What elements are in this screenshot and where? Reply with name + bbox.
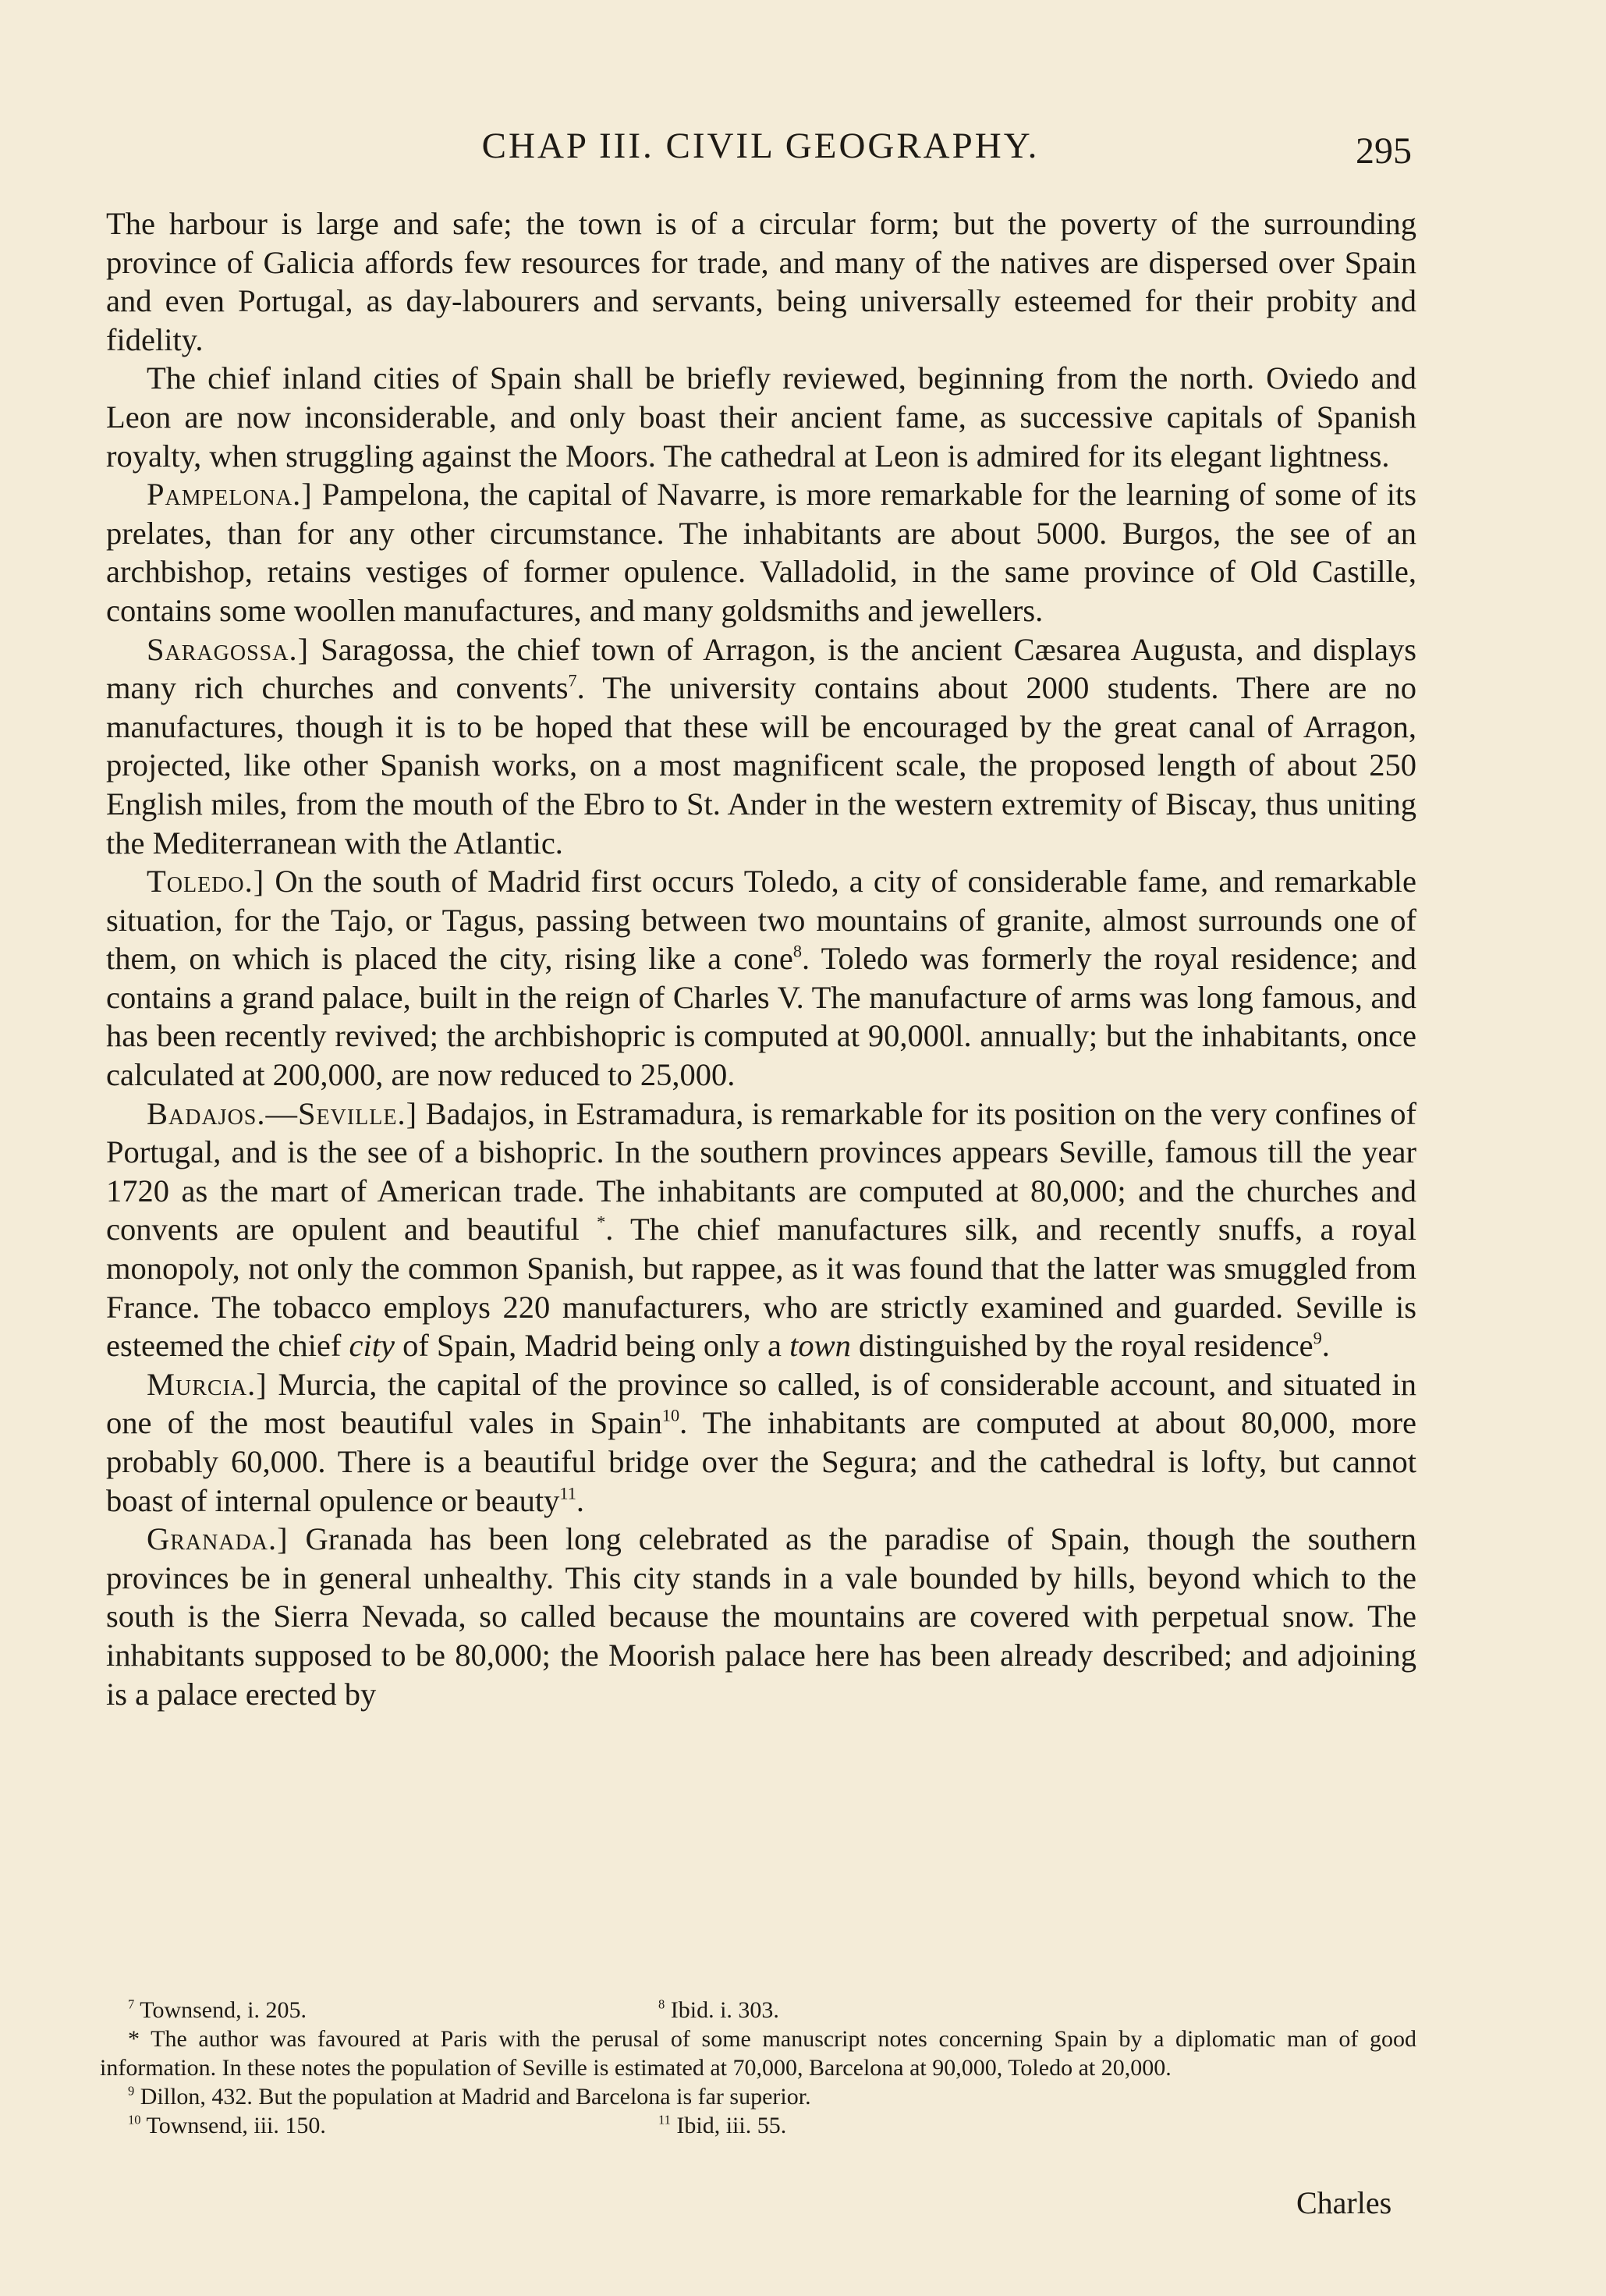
footnote-star-text: The author was favoured at Paris with the perusal of some manuscript notes concerning Spain by a diplomatic man of good information. In these notes the population of Seville is estimated at 70,000, Barcelona at 90,000, Toledo at 20,000.	[100, 2026, 1416, 2081]
side-head-murcia: Murcia.]	[147, 1366, 268, 1402]
page-number: 295	[1356, 130, 1412, 172]
footnote-row-7-8	[100, 1996, 1416, 2025]
footnote-mark-11: 11	[658, 2112, 671, 2127]
paragraph-inland-cities: The chief inland cities of Spain shall be briefly reviewed, beginning from the north. Oviedo and Leon are now inconsiderable, and only boast their ancient fame, as successive capitals of Spanish royalty, when struggling against the Moors. The cathedral at Leon is admired for its elegant lightness.	[106, 360, 1416, 474]
paragraph-toledo	[106, 862, 1416, 1095]
footnote-row-10-11	[100, 2111, 1416, 2140]
seville-text-d: distinguished by the royal residence	[859, 1328, 1314, 1364]
note-ref-9[interactable]: 9	[1313, 1328, 1322, 1348]
footnote-mark-8: 8	[658, 1996, 665, 2012]
note-ref-8[interactable]: 8	[792, 941, 802, 961]
paragraph-granada	[106, 1520, 1416, 1713]
paragraph-badajos-seville	[106, 1095, 1416, 1365]
running-title: CHAP III. CIVIL GEOGRAPHY.	[481, 126, 1040, 166]
madrid-town-italic: town	[789, 1328, 851, 1364]
murcia-text-a: Murcia, the capital of the province so called, is of considerable account, and situated in one of the most beautiful vales in Spain	[106, 1366, 1416, 1441]
side-head-toledo: Toledo.]	[147, 864, 265, 900]
note-ref-11[interactable]: 11	[559, 1483, 576, 1503]
seville-text-a: Badajos, in Estramadura, is remarkable for its position on the very confines of Portugal, and is the see of a bishopric. In the southern provinces appears Seville, famous till the year 1720 as the mart of American trade. The inhabitants are computed at 80,000; and the churches and convents are opulent and beautiful	[106, 1095, 1417, 1247]
toledo-text-a: On the south of Madrid first occurs Toledo, a city of considerable fame, and remarkable situation, for the Tajo, or Tagus, passing between two mountains of granite, almost surrounds one of them, on which is placed the city, rising like a cone	[106, 864, 1416, 977]
footnote-mark-7: 7	[128, 1996, 135, 2012]
footnote-mark-9: 9	[128, 2083, 135, 2099]
footnote-10-text: Townsend, iii. 150.	[146, 2113, 326, 2138]
saragossa-text-b: . The university contains about 2000 students. There are no manufactures, though it is to be hoped that these will be encouraged by the great canal of Arragon, projected, like other Spanish works, on a most magnificent scale, the proposed length of about 250 English miles, from the mouth of the Ebro to St. Ander in the western extremity of Biscay, thus uniting the Mediterranean with the Atlantic.	[106, 670, 1417, 861]
note-ref-7[interactable]: 7	[568, 670, 577, 690]
seville-text-e: .	[1321, 1328, 1330, 1364]
footnote-10	[100, 2111, 658, 2140]
footnote-mark-star: *	[128, 2026, 140, 2052]
seville-text-c: of Spain, Madrid being only a	[402, 1328, 782, 1364]
side-head-badajos-seville: Badajos.—Seville.]	[147, 1095, 418, 1131]
paragraph-pampelona	[106, 475, 1416, 630]
note-ref-star[interactable]: *	[597, 1212, 606, 1232]
side-head-saragossa: Saragossa.]	[147, 631, 310, 667]
footnote-9-text: Dillon, 432. But the population at Madrid and Barcelona is far superior.	[140, 2084, 811, 2110]
side-head-granada: Granada.]	[147, 1521, 289, 1557]
footnote-mark-10: 10	[128, 2112, 141, 2127]
pampelona-text: Pampelona, the capital of Navarre, is more remarkable for the learning of some of its prelates, than for any other circumstance. The inhabitants are about 5000. Burgos, the see of an archbishop, retains vestiges of former opulence. Valladolid, in the same province of Old Castille, contains some woollen manufactures, and many goldsmiths and jewellers.	[106, 477, 1416, 628]
murcia-text-c: .	[576, 1482, 584, 1518]
footnote-11	[658, 2111, 786, 2140]
saragossa-text-a: Saragossa, the chief town of Arragon, is the ancient Cæsarea Augusta, and displays many rich churches and convents	[106, 631, 1417, 706]
main-text	[106, 204, 1416, 1713]
footnote-7	[100, 1996, 658, 2025]
murcia-text-b: . The inhabitants are computed at about 80,000, more probably 60,000. There is a beautiful bridge over the Segura; and the cathedral is lofty, but cannot boast of internal opulence or beauty	[106, 1405, 1416, 1518]
paragraph-saragossa	[106, 630, 1416, 863]
paragraph-harbour: The harbour is large and safe; the town is of a circular form; but the poverty of the surrounding province of Galicia affords few resources for trade, and many of the natives are dispersed over Spain and even Portugal, as day-labourers and servants, being universally esteemed for their probity and fidelity.	[106, 206, 1416, 357]
footnote-8-text: Ibid. i. 303.	[670, 1997, 779, 2023]
side-head-pampelona: Pampelona.]	[147, 477, 313, 513]
toledo-text-b: . Toledo was formerly the royal residence; and contains a grand palace, built in the reign of Charles V. The manufacture of arms was long famous, and has been recently revived; the archbishopric is computed at 90,000l. annually; but the inhabitants, once calculated at 200,000, are now reduced to 25,000.	[106, 941, 1416, 1093]
footnote-7-text: Townsend, i. 205.	[140, 1997, 307, 2023]
footnote-11-text: Ibid, iii. 55.	[676, 2113, 787, 2138]
catchword: Charles	[1296, 2185, 1392, 2220]
footnotes	[100, 1996, 1416, 2140]
seville-city-italic: city	[349, 1328, 395, 1364]
footnote-star	[100, 2025, 1416, 2082]
note-ref-10[interactable]: 10	[661, 1405, 680, 1425]
granada-text: Granada has been long celebrated as the paradise of Spain, though the southern provinces be in general unhealthy. This city stands in a vale bounded by hills, beyond which to the south is the Sierra Nevada, so called because the mountains are covered with perpetual snow. The inhabitants supposed to be 80,000; the Moorish palace here has been already described; and adjoining is a palace erected by	[106, 1521, 1417, 1712]
footnote-8	[658, 1996, 779, 2025]
seville-text-b: . The chief manufactures silk, and recently snuffs, a royal monopoly, not only the common Spanish, but rappee, as it was found that the latter was smuggled from France. The tobacco employs 220 manufacturers, who are strictly examined and guarded. Seville is esteemed the chief	[106, 1212, 1416, 1364]
footnote-9	[100, 2082, 1416, 2111]
paragraph-murcia	[106, 1365, 1416, 1520]
